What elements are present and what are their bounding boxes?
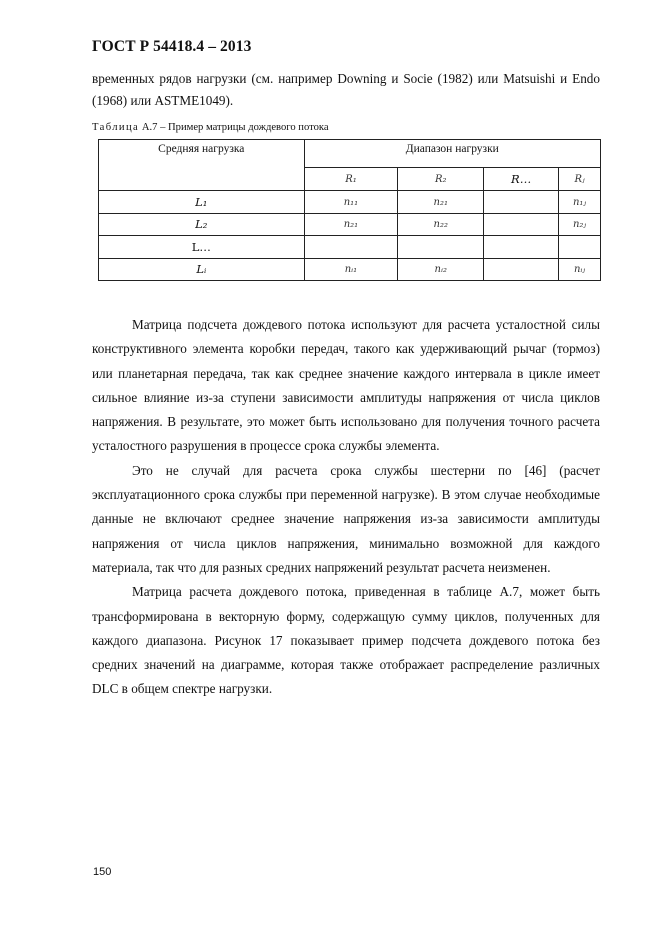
table-cell: n₂₁ bbox=[304, 213, 398, 236]
table-row bbox=[99, 258, 601, 281]
body-text bbox=[92, 313, 600, 702]
table-caption bbox=[92, 122, 329, 133]
row-average-load: L… bbox=[99, 236, 305, 259]
header-load-range: Диапазон нагрузки bbox=[304, 140, 600, 168]
table-cell: nᵢ₁ bbox=[304, 258, 398, 281]
table-cell: n₂₁ bbox=[398, 191, 484, 214]
table-header-row bbox=[99, 140, 601, 168]
table-cell bbox=[484, 213, 559, 236]
intro-text: временных рядов нагрузки (см. например Downing и Socie (1982) или Matsuishi и Endo (1968) или ASTME1049). bbox=[92, 71, 600, 108]
table-cell bbox=[484, 258, 559, 281]
paragraph: Матрица расчета дождевого потока, приведенная в таблице А.7, может быть трансформирована в векторную форму, содержащую сумму циклов, полученных для каждого диапазона. Рисунок 17 показывает пример подсчета дождевого потока без средних значений на диаграмме, которая также отображает распределение различных DLC в общем спектре нагрузки. bbox=[92, 584, 600, 697]
header-range-col: Rⱼ bbox=[559, 168, 601, 191]
row-average-load: L₁ bbox=[99, 191, 305, 214]
table-cell: nᵢ₂ bbox=[398, 258, 484, 281]
row-average-load: L₂ bbox=[99, 213, 305, 236]
rainflow-matrix-table bbox=[98, 139, 601, 281]
table-row bbox=[99, 236, 601, 259]
table-cell: n₂ⱼ bbox=[559, 213, 601, 236]
caption-text: А.7 – Пример матрицы дождевого потока bbox=[139, 122, 329, 133]
table-cell: n₁ⱼ bbox=[559, 191, 601, 214]
paragraph: Это не случай для расчета срока службы шестерни по [46] (расчет эксплуатационного срока службы при переменной нагрузке). В этом случае необходимые данные не включают среднее значение напряжения из-за зависимости амплитуды напряжения от числа циклов напряжения, минимально возможной для каждого материала, так что для разных средних напряжений результат расчета неизменен. bbox=[92, 462, 600, 575]
table-row bbox=[99, 191, 601, 214]
table-cell: nᵢⱼ bbox=[559, 258, 601, 281]
table-cell: n₂₂ bbox=[398, 213, 484, 236]
table-cell: n₁₁ bbox=[304, 191, 398, 214]
table-cell bbox=[484, 236, 559, 259]
header-average-load: Средняя нагрузка bbox=[99, 140, 305, 191]
caption-prefix: Таблица bbox=[92, 122, 140, 133]
table-cell bbox=[398, 236, 484, 259]
paragraph: Матрица подсчета дождевого потока используют для расчета усталостной силы конструктивного элемента коробки передач, такого как удерживающий рычаг (тормоз) или планетарная передача, так как среднее значение каждого интервала в цикле имеет сильное влияние из-за ступени зависимости амплитуды напряжения от числа циклов напряжения. В результате, это может быть использовано для получения точного расчета усталостного разрушения в процессе срока службы элемента. bbox=[92, 317, 600, 454]
table-row bbox=[99, 213, 601, 236]
header-range-col: R₁ bbox=[304, 168, 398, 191]
intro-paragraph bbox=[92, 68, 600, 112]
page-number: 150 bbox=[93, 866, 112, 878]
header-range-col: R… bbox=[484, 168, 559, 191]
table-cell bbox=[559, 236, 601, 259]
header-range-col: R₂ bbox=[398, 168, 484, 191]
document-header: ГОСТ Р 54418.4 – 2013 bbox=[92, 38, 252, 55]
table-cell bbox=[484, 191, 559, 214]
row-average-load: Lᵢ bbox=[99, 258, 305, 281]
table-cell bbox=[304, 236, 398, 259]
